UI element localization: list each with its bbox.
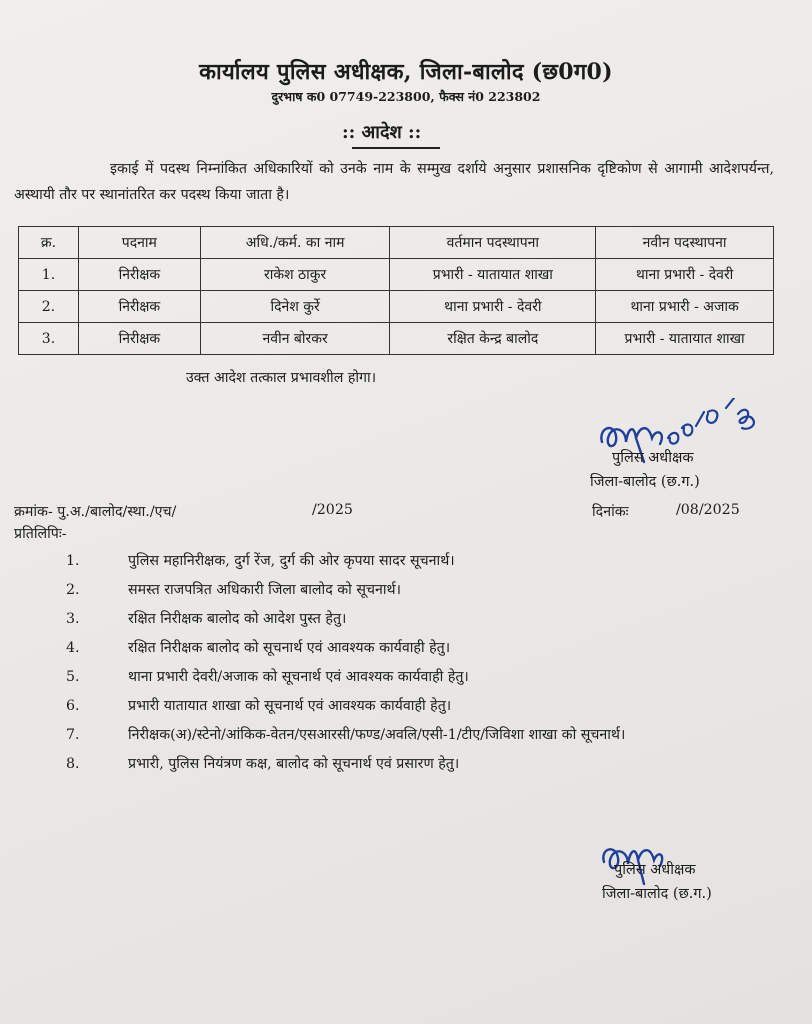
cell-new-posting: थाना प्रभारी - देवरी: [596, 259, 774, 291]
date-value: /08/2025: [676, 502, 740, 518]
list-item-number: 2.: [66, 582, 80, 598]
list-item-number: 6.: [66, 698, 80, 714]
phone-fax-line: दुरभाष क0 07749-223800, फैक्स नं0 223802: [271, 89, 541, 104]
intro-paragraph: इकाई में पदस्थ निम्नांकित अधिकारियों को उनके नाम के सम्मुख दर्शाये अनुसार प्रशासनिक दृष्टिकोण से आगामी आदेशपर्यन्त, अस्थायी तौर पर स्थानांतरित कर पदस्थ किया जाता है।: [14, 161, 774, 203]
list-item-text: निरीक्षक(अ)/स्टेनो/आंकिक-वेतन/एसआरसी/फण्ड/अवलि/एसी-1/टीए/जिविशा शाखा को सूचनार्थ।: [128, 727, 626, 743]
list-item-text: समस्त राजपत्रित अधिकारी जिला बालोद को सूचनार्थ।: [128, 582, 401, 598]
cell-name: दिनेश कुर्रे: [200, 291, 390, 323]
signature-block-bottom: [602, 858, 712, 906]
signature-district: जिला-बालोद (छ.ग.): [590, 474, 700, 490]
cell-designation: निरीक्षक: [78, 323, 200, 355]
list-item-text: थाना प्रभारी देवरी/अजाक को सूचनार्थ एवं आवश्यक कार्यवाही हेतु।: [128, 669, 469, 685]
list-item-number: 1.: [66, 553, 80, 569]
cell-name: नवीन बोरकर: [200, 323, 390, 355]
copy-list: [66, 548, 766, 780]
list-item-text: प्रभारी यातायात शाखा को सूचनार्थ एवं आवश्यक कार्यवाही हेतु।: [128, 698, 452, 714]
table-row: [19, 323, 774, 355]
cell-current-posting: रक्षित केन्द्र बालोद: [390, 323, 596, 355]
signature-district: जिला-बालोद (छ.ग.): [602, 886, 712, 902]
cell-designation: निरीक्षक: [78, 259, 200, 291]
signature-title: पुलिस अधीक्षक: [614, 862, 696, 878]
table-row: [19, 259, 774, 291]
list-item-text: प्रभारी, पुलिस नियंत्रण कक्ष, बालोद को सूचनार्थ एवं प्रसारण हेतु।: [128, 756, 460, 772]
header-new-posting: नवीन पदस्थापना: [596, 227, 774, 259]
copy-to-label: प्रतिलिपिः-: [14, 526, 67, 542]
list-item: [66, 664, 766, 690]
list-item-text: रक्षित निरीक्षक बालोद को सूचनार्थ एवं आवश्यक कार्यवाही हेतु।: [128, 640, 451, 656]
table-row: [19, 291, 774, 323]
table-header-row: [19, 227, 774, 259]
cell-serial: 3.: [19, 323, 79, 355]
list-item: [66, 635, 766, 661]
reference-number: क्रमांक- पु.अ./बालोद/स्था./एच/: [14, 504, 177, 520]
list-item-number: 4.: [66, 640, 80, 656]
header-name: अधि./कर्म. का नाम: [200, 227, 390, 259]
list-item-number: 8.: [66, 756, 80, 772]
cell-serial: 1.: [19, 259, 79, 291]
list-item-text: पुलिस महानिरीक्षक, दुर्ग रेंज, दुर्ग की ओर कृपया सादर सूचनार्थ।: [128, 553, 455, 569]
cell-current-posting: थाना प्रभारी - देवरी: [390, 291, 596, 323]
signature-block-top: [590, 446, 700, 494]
cell-name: राकेश ठाकुर: [200, 259, 390, 291]
list-item: [66, 693, 766, 719]
list-item-number: 3.: [66, 611, 80, 627]
cell-current-posting: प्रभारी - यातायात शाखा: [390, 259, 596, 291]
reference-year: /2025: [312, 502, 353, 518]
list-item: [66, 577, 766, 603]
cell-designation: निरीक्षक: [78, 291, 200, 323]
date-label: दिनांकः: [592, 504, 629, 520]
cell-new-posting: थाना प्रभारी - अजाक: [596, 291, 774, 323]
header-designation: पदनाम: [78, 227, 200, 259]
list-item-text: रक्षित निरीक्षक बालोद को आदेश पुस्त हेतु।: [128, 611, 347, 627]
effective-statement: उक्त आदेश तत्काल प्रभावशील होगा।: [186, 370, 377, 386]
list-item: [66, 548, 766, 574]
signature-title: पुलिस अधीक्षक: [612, 450, 694, 466]
order-title: :: आदेश ::: [342, 122, 422, 143]
cell-serial: 2.: [19, 291, 79, 323]
list-item-number: 7.: [66, 727, 80, 743]
list-item-number: 5.: [66, 669, 80, 685]
cell-new-posting: प्रभारी - यातायात शाखा: [596, 323, 774, 355]
list-item: [66, 722, 766, 748]
list-item: [66, 751, 766, 777]
office-title: कार्यालय पुलिस अधीक्षक, जिला-बालोद (छ0ग0): [199, 59, 613, 85]
list-item: [66, 606, 766, 632]
header-current-posting: वर्तमान पदस्थापना: [390, 227, 596, 259]
header-serial: क्र.: [19, 227, 79, 259]
order-title-underline: [352, 147, 440, 149]
transfer-table: [18, 226, 774, 355]
